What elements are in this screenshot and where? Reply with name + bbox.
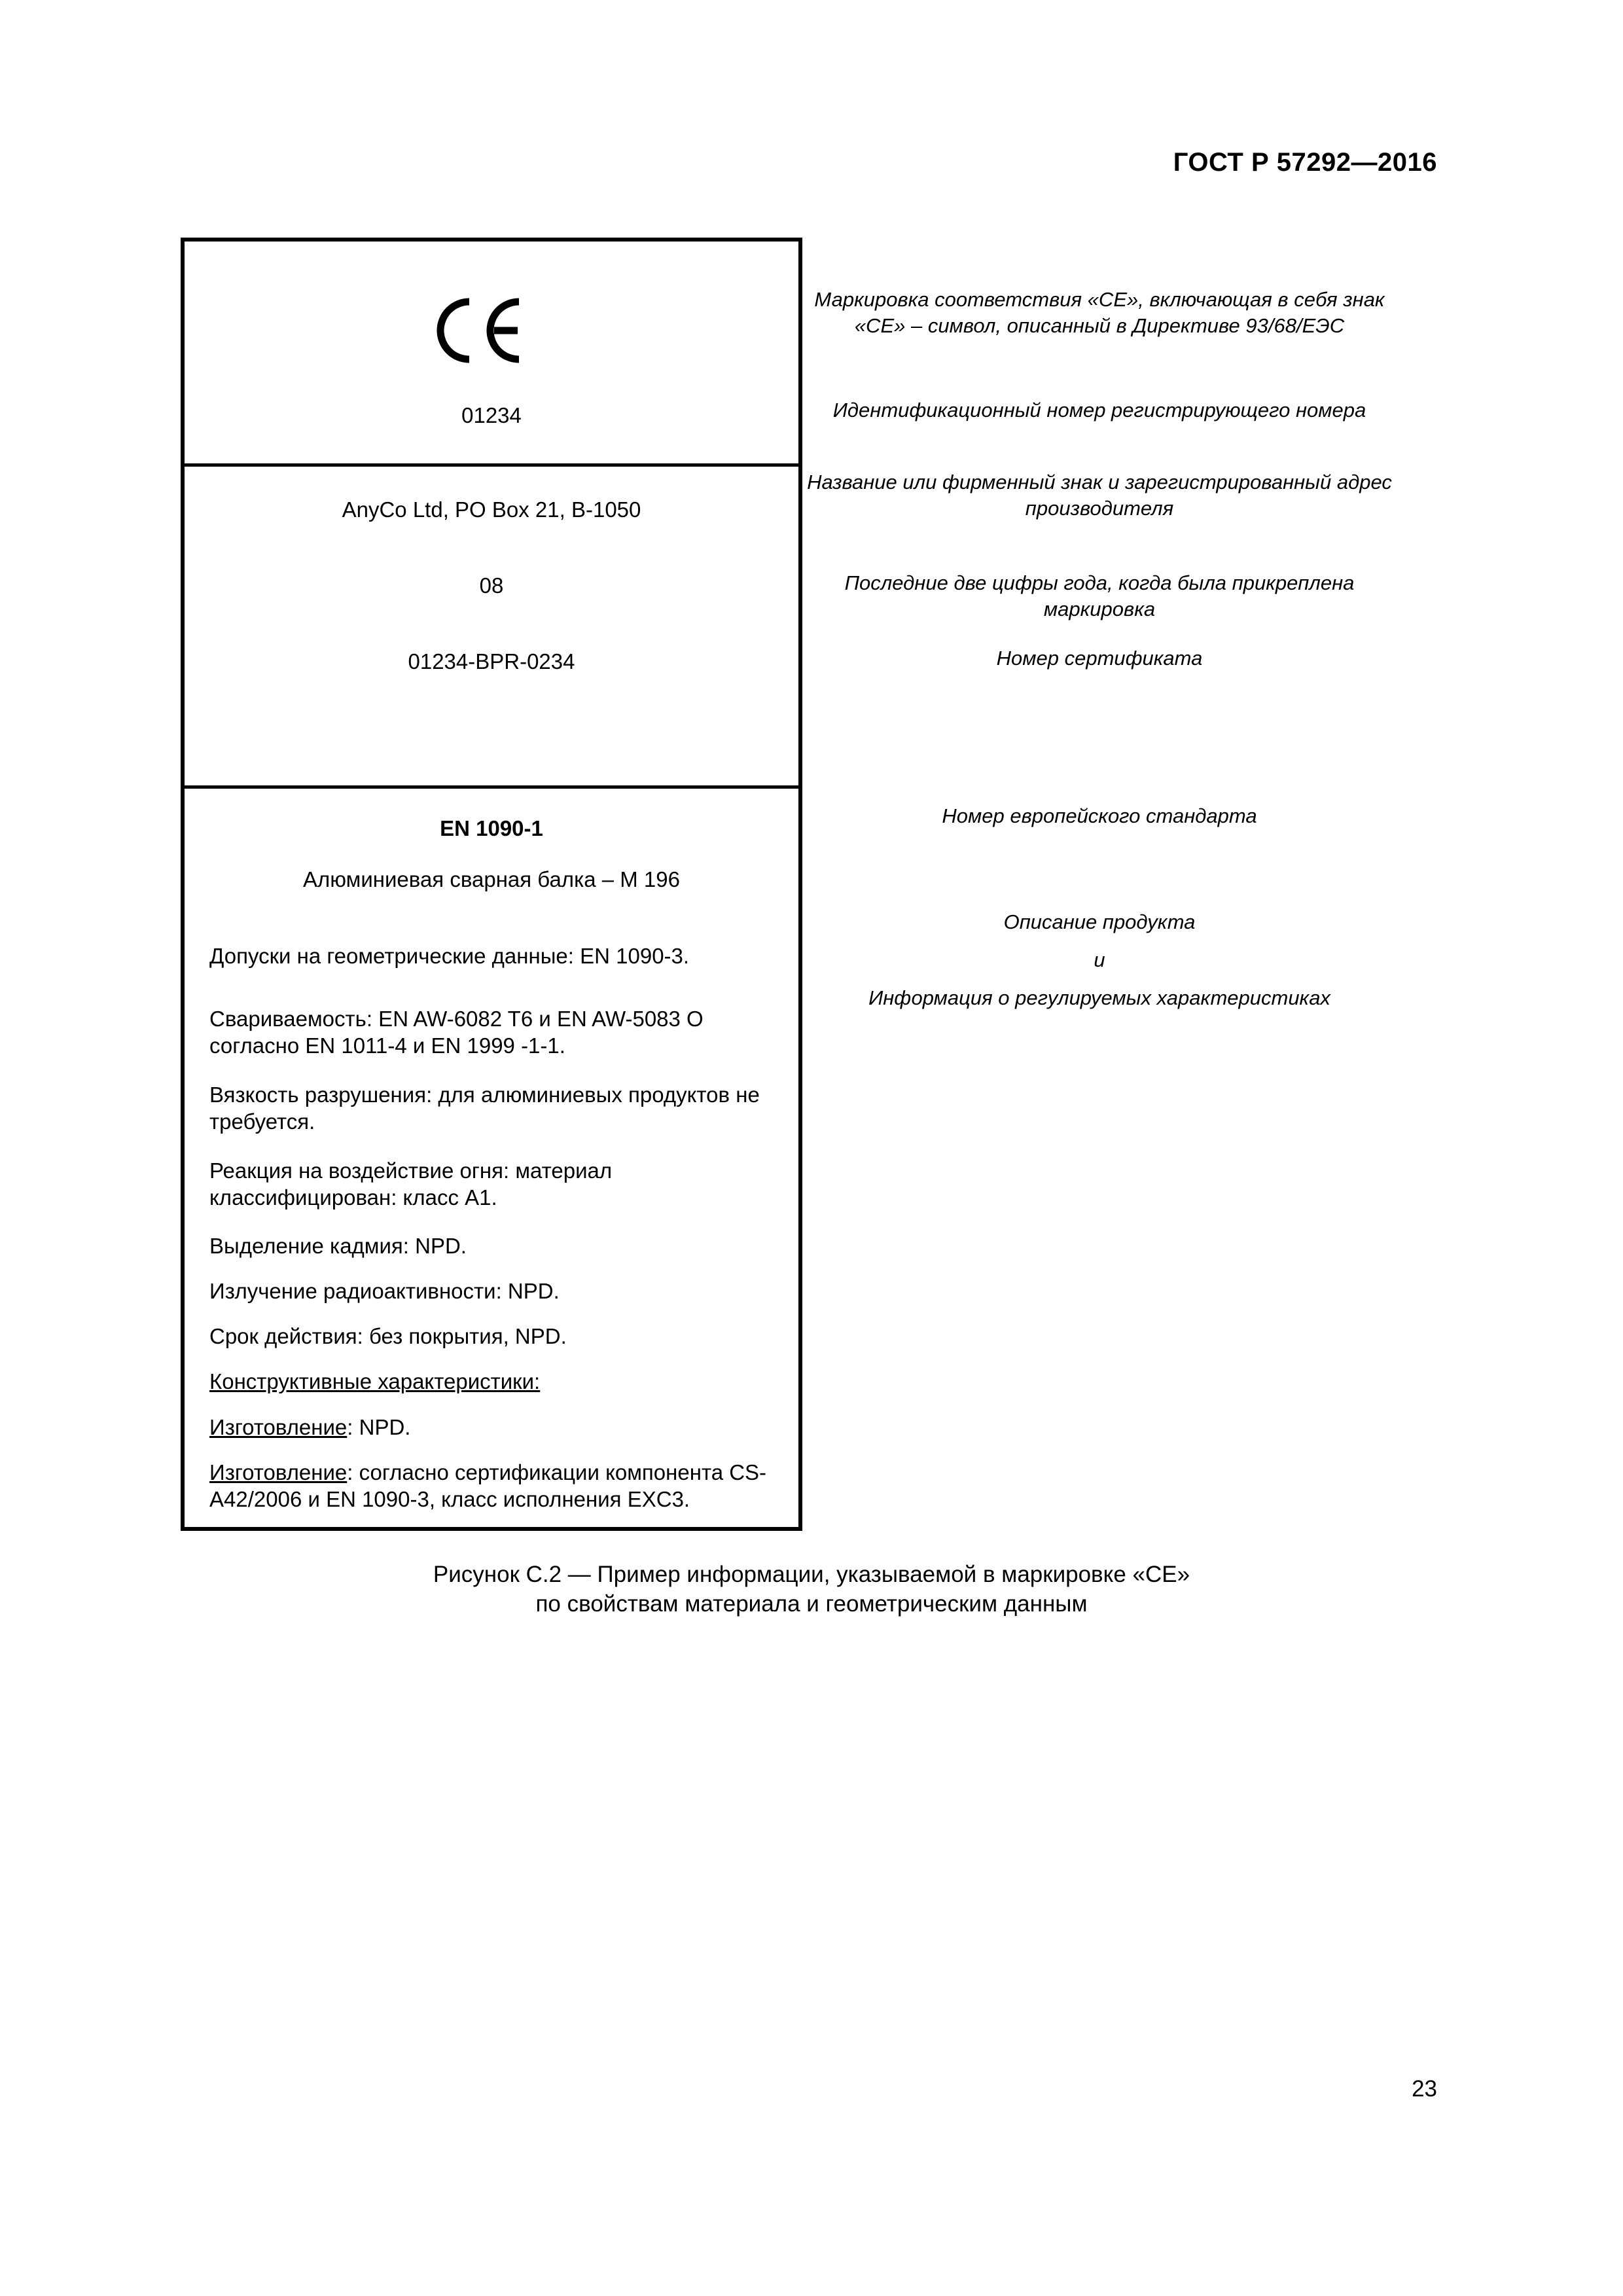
document-header: ГОСТ Р 57292—2016 — [1173, 148, 1437, 177]
caption-line: по свойствам материала и геометрическим данным — [535, 1591, 1088, 1617]
property-text: : согласно сертификации компонента CS-A42/2006 и EN 1090-3, класс исполнения EXC3. — [209, 1460, 767, 1511]
table-divider — [185, 463, 798, 467]
page-number: 23 — [1412, 2076, 1437, 2102]
underlined-term: Изготовление — [209, 1415, 348, 1439]
property-item: Свариваемость: EN AW-6082 T6 и EN AW-5083 O согласно EN 1011-4 и EN 1999 -1-1. — [209, 1007, 704, 1058]
property-text: : NPD. — [347, 1415, 411, 1439]
property-item: Выделение кадмия: NPD. — [209, 1234, 467, 1258]
certificate-number: 01234-BPR-0234 — [408, 649, 575, 673]
note-and: и — [1094, 948, 1105, 971]
figure-caption — [0, 1560, 1623, 1619]
table-divider — [185, 785, 798, 789]
manufacturer-address: AnyCo Ltd, PO Box 21, B-1050 — [342, 497, 641, 522]
product-description: Алюминиевая сварная балка – M 196 — [303, 867, 680, 891]
property-item: Допуски на геометрические данные: EN 1090-3. — [209, 944, 690, 968]
property-item: Излучение радиоактивности: NPD. — [209, 1279, 560, 1303]
underlined-term: Изготовление — [209, 1460, 348, 1484]
property-item: Срок действия: без покрытия, NPD. — [209, 1324, 567, 1348]
note-regulated-info: Информация о регулируемых характеристиках — [868, 986, 1330, 1009]
property-item: Реакция на воздействие огня: материал классифицирован: класс A1. — [209, 1158, 613, 1210]
note-year: Последние две цифры года, когда была прикреплена маркировка — [844, 571, 1355, 620]
note-standard: Номер европейского стандарта — [942, 804, 1257, 827]
property-item — [209, 1414, 779, 1441]
property-item — [209, 1459, 779, 1513]
notified-body-number: 01234 — [461, 403, 522, 427]
underlined-heading: Конструктивные характеристики: — [209, 1369, 541, 1393]
ce-marking-table — [181, 238, 802, 1531]
note-id-number: Идентификационный номер регистрирующего номера — [832, 399, 1366, 422]
property-item — [209, 1368, 779, 1395]
standard-number: EN 1090-1 — [440, 816, 543, 840]
caption-line: Рисунок С.2 — Пример информации, указываемой в маркировке «CE» — [433, 1562, 1190, 1587]
note-manufacturer: Название или фирменный знак и зарегистрированный адрес производителя — [807, 471, 1392, 520]
note-ce: Маркировка соответствия «CE», включающая в себя знак «CE» – символ, описанный в Директиве 93/68/ЕЭС — [814, 288, 1385, 337]
note-product-description: Описание продукта — [1003, 910, 1196, 933]
year-digits: 08 — [479, 573, 504, 598]
note-certificate: Номер сертификата — [996, 647, 1203, 670]
ce-mark-icon — [431, 298, 523, 363]
property-item: Вязкость разрушения: для алюминиевых продуктов не требуется. — [209, 1083, 760, 1134]
